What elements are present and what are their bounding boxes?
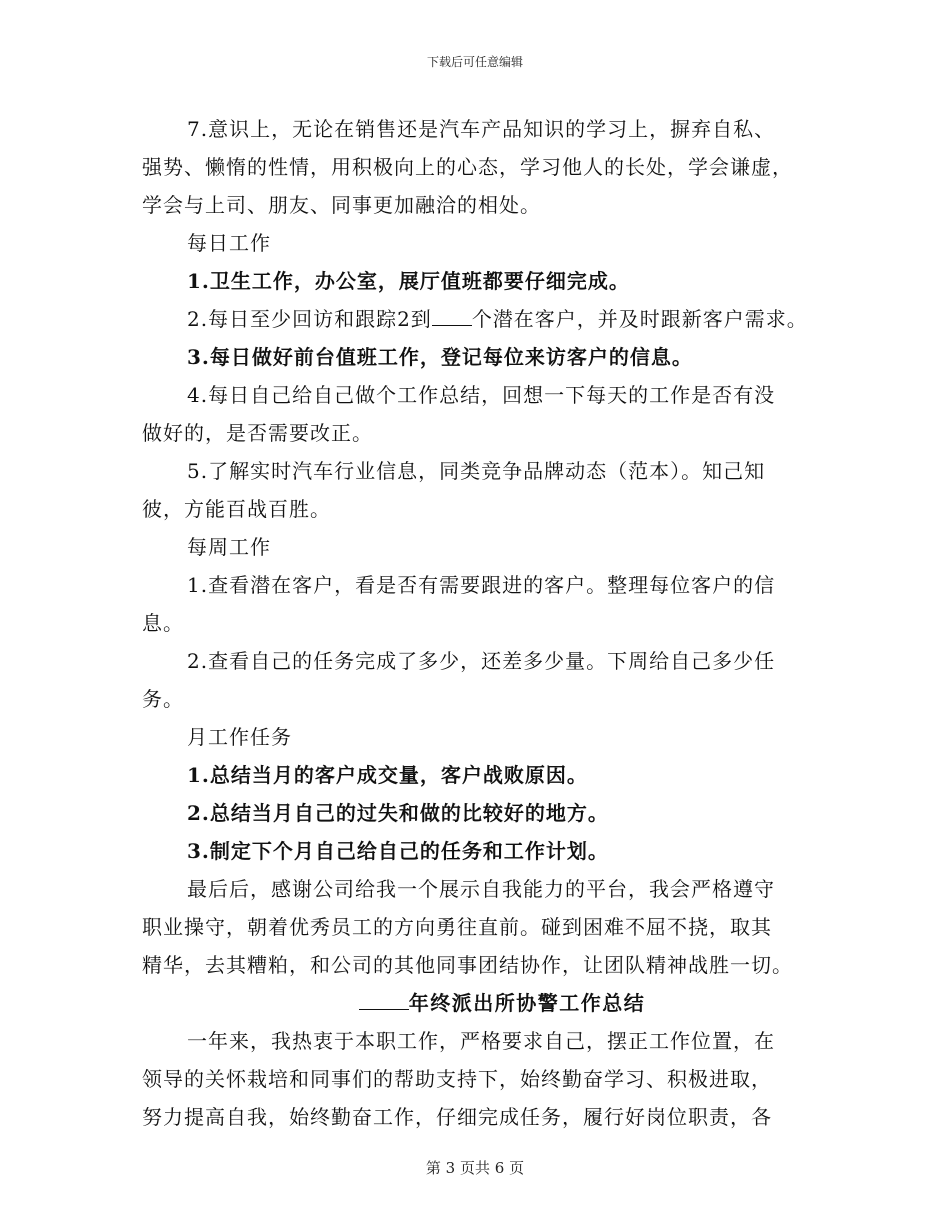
section-heading-monthly: 月工作任务 bbox=[187, 725, 292, 749]
list-item-text: 个潜在客户，并及时跟新客户需求。 bbox=[471, 307, 808, 331]
list-item-text: 2.每日至少回访和跟踪2到 bbox=[187, 307, 432, 331]
list-item bbox=[142, 300, 822, 338]
list-item: 5.了解实时汽车行业信息，同类竞争品牌动态（范本）。知己知 bbox=[187, 459, 766, 483]
list-item-continuation: 务。 bbox=[142, 687, 184, 711]
list-item: 3.制定下个月自己给自己的任务和工作计划。 bbox=[187, 839, 609, 863]
paragraph-line: 强势、懒惰的性情，用积极向上的心态，学习他人的长处，学会谦虚， bbox=[142, 155, 793, 179]
list-item-continuation: 做好的，是否需要改正。 bbox=[142, 421, 373, 445]
list-item: 4.每日自己给自己做个工作总结，回想一下每天的工作是否有没 bbox=[187, 383, 776, 407]
paragraph-line: 领导的关怀栽培和同事们的帮助支持下，始终勤奋学习、积极进取， bbox=[142, 1067, 772, 1091]
document-title bbox=[142, 984, 822, 1022]
paragraph-line: 职业操守，朝着优秀员工的方向勇往直前。碰到困难不屈不挠，取其 bbox=[142, 915, 772, 939]
paragraph-line: 7.意识上，无论在销售还是汽车产品知识的学习上，摒弃自私、 bbox=[187, 117, 776, 141]
list-item: 1.查看潜在客户，看是否有需要跟进的客户。整理每位客户的信 bbox=[187, 573, 776, 597]
section-heading-weekly: 每周工作 bbox=[187, 535, 271, 559]
list-item: 1.总结当月的客户成交量，客户战败原因。 bbox=[187, 763, 588, 787]
list-item: 2.总结当月自己的过失和做的比较好的地方。 bbox=[187, 801, 609, 825]
list-item: 2.查看自己的任务完成了多少，还差多少量。下周给自己多少任 bbox=[187, 649, 776, 673]
paragraph-line: 最后后，感谢公司给我一个展示自我能力的平台，我会严格遵守 bbox=[187, 877, 775, 901]
page-footer: 第 3 页共 6 页 bbox=[425, 1159, 525, 1177]
list-item-continuation: 息。 bbox=[142, 611, 184, 635]
list-item: 1.卫生工作，办公室，展厅值班都要仔细完成。 bbox=[187, 269, 630, 293]
paragraph-line: 努力提高自我，始终勤奋工作，仔细完成任务，履行好岗位职责，各 bbox=[142, 1105, 772, 1129]
fill-in-blank bbox=[432, 325, 472, 326]
document-body bbox=[142, 110, 822, 1136]
fill-in-blank bbox=[359, 1009, 409, 1010]
section-heading-daily: 每日工作 bbox=[187, 231, 271, 255]
document-title-text: 年终派出所协警工作总结 bbox=[408, 991, 646, 1015]
paragraph-line: 一年来，我热衷于本职工作，严格要求自己，摆正工作位置，在 bbox=[187, 1029, 775, 1053]
list-item-continuation: 彼，方能百战百胜。 bbox=[142, 497, 331, 521]
paragraph-line: 精华，去其糟粕，和公司的其他同事团结协作，让团队精神战胜一切。 bbox=[142, 953, 793, 977]
paragraph-line: 学会与上司、朋友、同事更加融洽的相处。 bbox=[142, 193, 541, 217]
list-item: 3.每日做好前台值班工作，登记每位来访客户的信息。 bbox=[187, 345, 693, 369]
page-header: 下载后可任意编辑 bbox=[426, 55, 523, 69]
